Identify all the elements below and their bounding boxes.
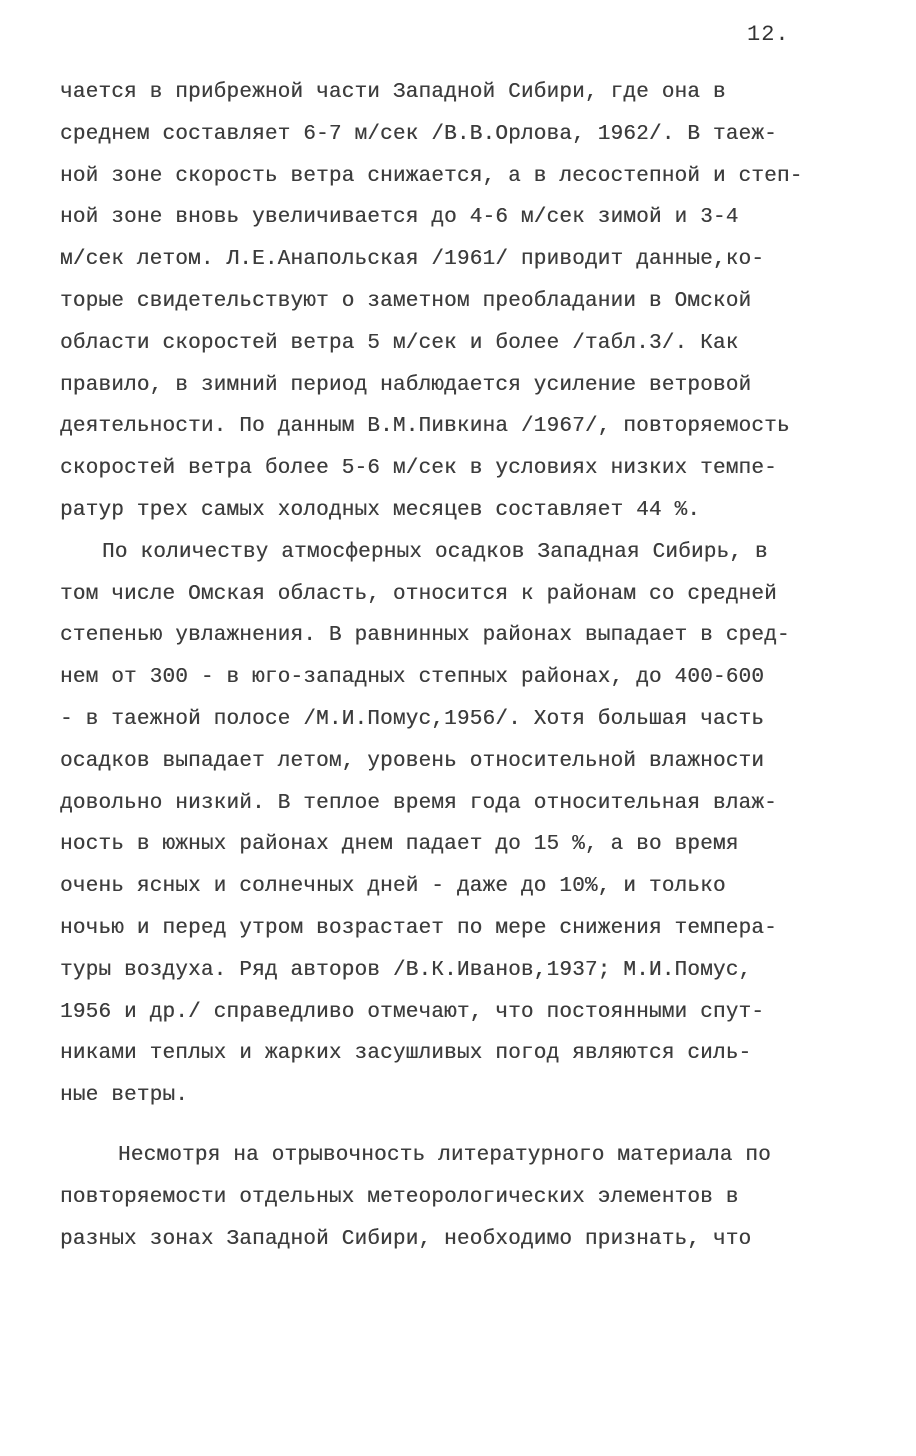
page-number: 12. <box>747 22 790 47</box>
paragraph-3 <box>60 1135 870 1260</box>
body-text <box>60 72 870 1260</box>
text-line: правило, в зимний период наблюдается усиление ветровой <box>60 373 752 397</box>
text-line: скоростей ветра более 5-6 м/сек в условиях низких темпе- <box>60 457 777 481</box>
text-line: ной зоне вновь увеличивается до 4-6 м/сек зимой и 3-4 <box>60 206 739 230</box>
paragraph-gap <box>60 1117 870 1135</box>
text-line: степенью увлажнения. В равнинных районах выпадает в сред- <box>60 624 790 648</box>
text-line: повторяемости отдельных метеорологических элементов в <box>60 1185 739 1209</box>
text-line: ной зоне скорость ветра снижается, а в лесостепной и степ- <box>60 164 803 188</box>
text-line: том числе Омская область, относится к районам со средней <box>60 582 777 606</box>
text-line: осадков выпадает летом, уровень относительной влажности <box>60 749 765 773</box>
text-line: деятельности. По данным В.М.Пивкина /1967/, повторяемость <box>60 415 790 439</box>
text-line: довольно низкий. В теплое время года относительная влаж- <box>60 791 777 815</box>
text-line: никами теплых и жарких засушливых погод являются силь- <box>60 1042 752 1066</box>
text-line: ные ветры. <box>60 1084 189 1108</box>
paragraph-1 <box>60 72 870 532</box>
text-line: нем от 300 - в юго-западных степных районах, до 400-600 <box>60 666 765 690</box>
text-line: среднем составляет 6-7 м/сек /В.В.Орлова, 1962/. В таеж- <box>60 122 777 146</box>
text-line: разных зонах Западной Сибири, необходимо признать, что <box>60 1227 752 1251</box>
text-line: - в таежной полосе /М.И.Помус,1956/. Хотя большая часть <box>60 707 765 731</box>
text-line: туры воздуха. Ряд авторов /В.К.Иванов,1937; М.И.Помус, <box>60 958 752 982</box>
text-line: торые свидетельствуют о заметном преобладании в Омской <box>60 289 752 313</box>
text-line: очень ясных и солнечных дней - даже до 10%, и только <box>60 875 726 899</box>
paragraph-2 <box>60 532 870 1117</box>
text-line: 1956 и др./ справедливо отмечают, что постоянными спут- <box>60 1000 765 1024</box>
text-line: ратур трех самых холодных месяцев составляет 44 %. <box>60 498 701 522</box>
text-line: ность в южных районах днем падает до 15 %, а во время <box>60 833 739 857</box>
text-line: Несмотря на отрывочность литературного материала по <box>118 1143 771 1167</box>
text-line: м/сек летом. Л.Е.Анапольская /1961/ приводит данные,ко- <box>60 248 765 272</box>
text-line: По количеству атмосферных осадков Западная Сибирь, в <box>102 540 768 564</box>
text-line: ночью и перед утром возрастает по мере снижения темпера- <box>60 916 777 940</box>
text-line: чается в прибрежной части Западной Сибири, где она в <box>60 81 726 104</box>
text-line: области скоростей ветра 5 м/сек и более /табл.3/. Как <box>60 331 739 355</box>
